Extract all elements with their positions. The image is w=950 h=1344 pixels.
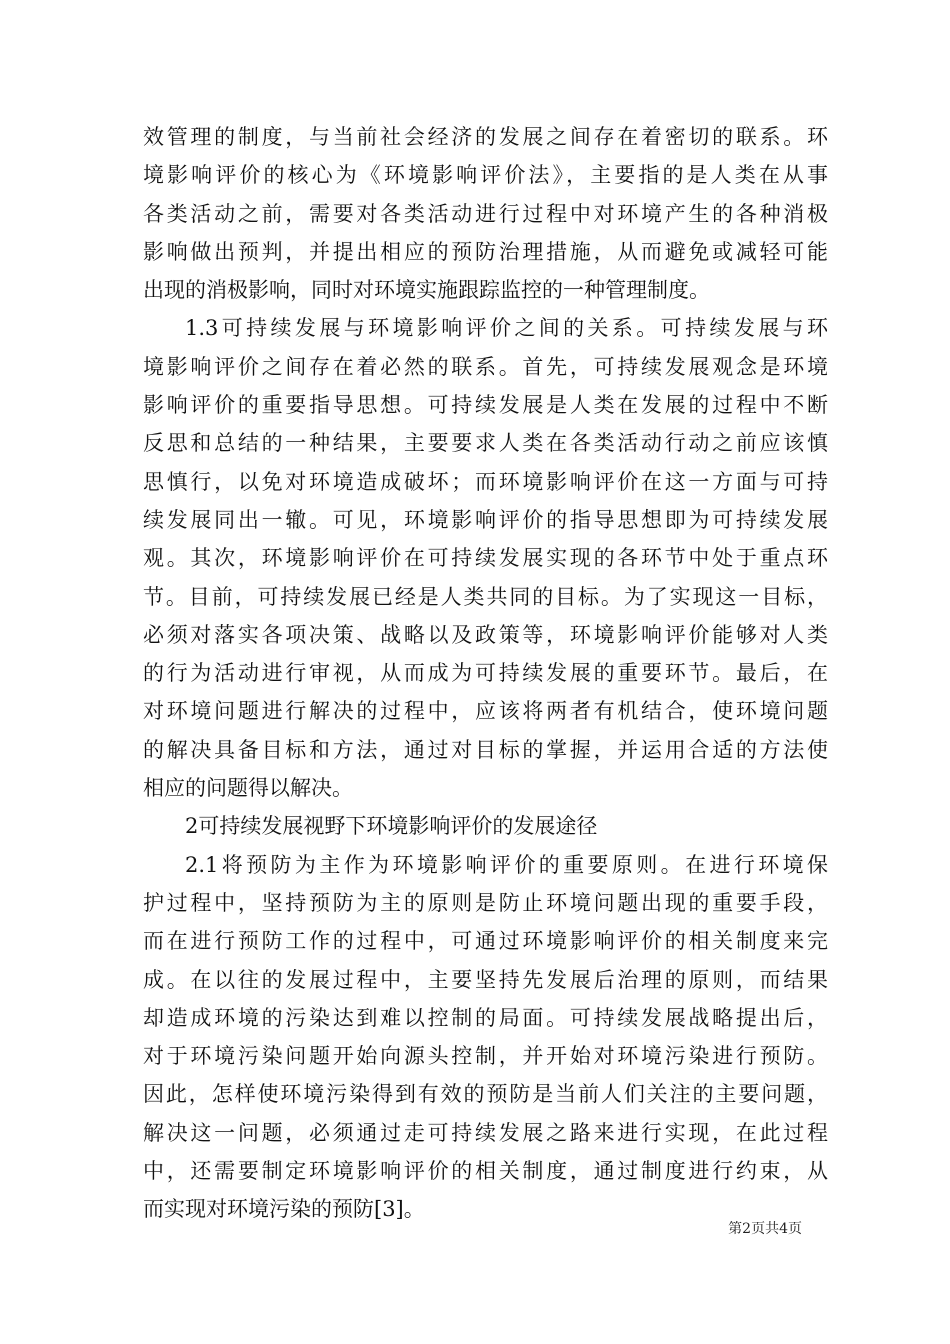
page-footer: 第2页共4页 xyxy=(728,1221,802,1237)
text-line: 解决这一问题，必须通过走可持续发展之路来进行实现，在此过程 xyxy=(143,1120,828,1145)
text-line: 续发展同出一辙。可见，环境影响评价的指导思想即为可持续发展 xyxy=(143,507,828,532)
text-line: 成。在以往的发展过程中，主要坚持先发展后治理的原则，而结果 xyxy=(143,967,828,992)
text-line: 影响评价的重要指导思想。可持续发展是人类在发展的过程中不断 xyxy=(143,393,828,418)
text-line: 各类活动之前，需要对各类活动进行过程中对环境产生的各种消极 xyxy=(143,201,828,226)
text-line: 的解决具备目标和方法，通过对目标的掌握，并运用合适的方法使 xyxy=(143,737,828,762)
text-line: 因此，怎样使环境污染得到有效的预防是当前人们关注的主要问题， xyxy=(143,1082,828,1107)
text-line: 反思和总结的一种结果，主要要求人类在各类活动行动之前应该慎 xyxy=(143,431,828,456)
text-line: 2.1将预防为主作为环境影响评价的重要原则。在进行环境保 xyxy=(185,852,828,877)
text-line: 对环境问题进行解决的过程中，应该将两者有机结合，使环境问题 xyxy=(143,699,828,724)
text-line: 必须对落实各项决策、战略以及政策等，环境影响评价能够对人类 xyxy=(143,622,828,647)
text-line: 1.3可持续发展与环境影响评价之间的关系。可持续发展与环 xyxy=(185,316,828,341)
document-body xyxy=(143,118,828,1229)
text-line: 节。目前，可持续发展已经是人类共同的目标。为了实现这一目标， xyxy=(143,584,828,609)
text-line: 出现的消极影响，同时对环境实施跟踪监控的一种管理制度。 xyxy=(143,278,710,303)
text-line: 而实现对环境污染的预防[3]。 xyxy=(143,1197,425,1222)
text-line: 观。其次，环境影响评价在可持续发展实现的各环节中处于重点环 xyxy=(143,546,828,571)
text-line: 对于环境污染问题开始向源头控制，并开始对环境污染进行预防。 xyxy=(143,1044,828,1069)
text-line: 中，还需要制定环境影响评价的相关制度，通过制度进行约束，从 xyxy=(143,1159,828,1184)
text-line: 影响做出预判，并提出相应的预防治理措施，从而避免或减轻可能 xyxy=(143,239,828,264)
text-line: 境影响评价之间存在着必然的联系。首先，可持续发展观念是环境 xyxy=(143,354,828,379)
text-line: 护过程中，坚持预防为主的原则是防止环境问题出现的重要手段， xyxy=(143,890,828,915)
text-line: 境影响评价的核心为《环境影响评价法》，主要指的是人类在从事 xyxy=(143,163,828,188)
text-line: 而在进行预防工作的过程中，可通过环境影响评价的相关制度来完 xyxy=(143,929,828,954)
text-line: 2可持续发展视野下环境影响评价的发展途径 xyxy=(185,814,598,839)
text-line: 相应的问题得以解决。 xyxy=(143,776,353,801)
text-line: 的行为活动进行审视，从而成为可持续发展的重要环节。最后，在 xyxy=(143,661,828,686)
text-line: 效管理的制度，与当前社会经济的发展之间存在着密切的联系。环 xyxy=(143,125,828,149)
text-line: 思慎行，以免对环境造成破坏；而环境影响评价在这一方面与可持 xyxy=(143,469,828,494)
text-line: 却造成环境的污染达到难以控制的局面。可持续发展战略提出后， xyxy=(143,1005,828,1030)
